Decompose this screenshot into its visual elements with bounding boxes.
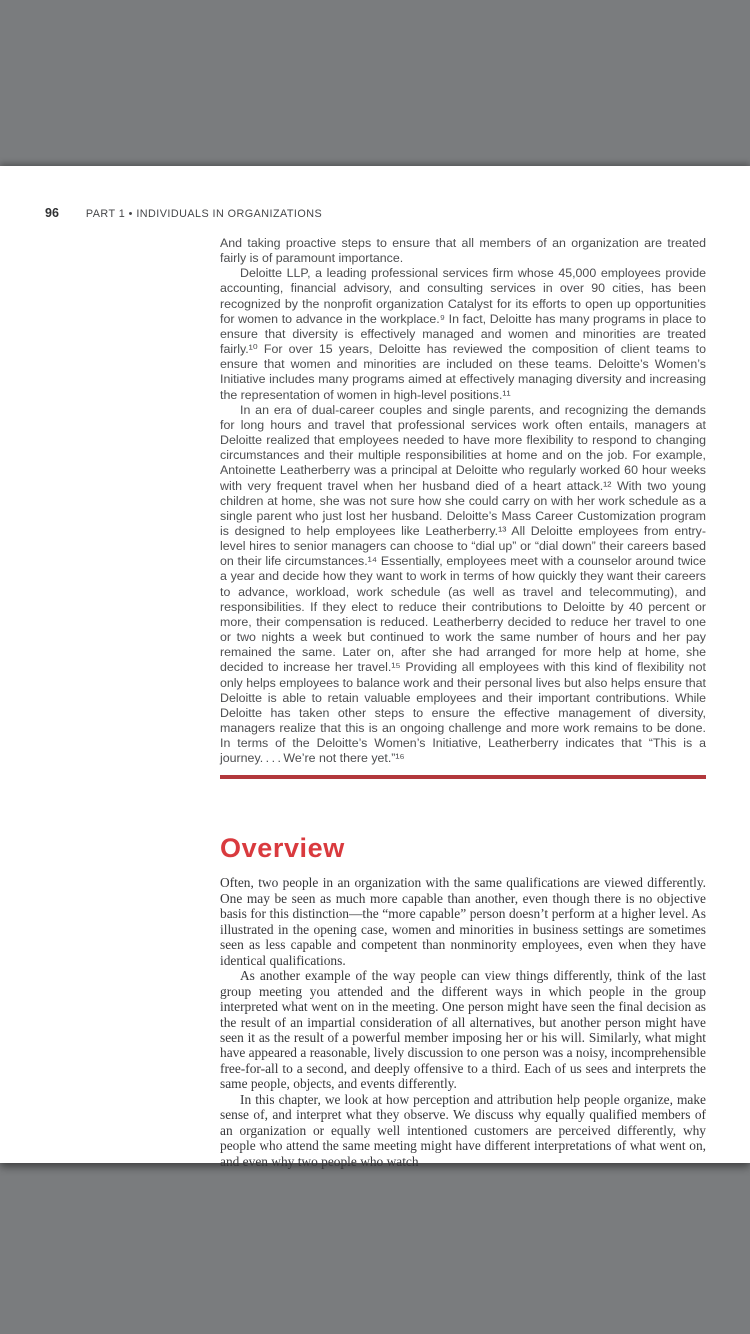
running-head: PART 1 • INDIVIDUALS IN ORGANIZATIONS <box>85 208 323 220</box>
overview-paragraph: In this chapter, we look at how perception and attribution help people organize, make sense of, and interpret what they observe. We discuss why equally qualified members of an organization or equally well intentioned customers are perceived differently, why people who attend the same meeting might have different interpretations of what went on, and even why two people who watch <box>220 1091 706 1169</box>
overview-paragraph: Often, two people in an organization with the same qualifications are viewed differently. One may be seen as much more capable than another, even though there is no objective basis for this distinction—the “more capable” person doesn’t perform at a higher level. As illustrated in the opening case, women and minorities in business settings are sometimes seen as less capable and competent than nonminority employees, even when they have identical qualifications. <box>220 875 706 968</box>
overview-section-heading: Overview <box>220 833 345 864</box>
overview-text <box>220 875 706 1169</box>
book-page <box>0 166 750 1169</box>
overview-paragraph: As another example of the way people can view things differently, think of the last group meeting you attended and the different ways in which people in the group interpreted what went on in the meeting. One person might have seen the final decision as the result of an impartial consideration of all alternatives, but another person might have seen it as the result of a powerful member imposing her or his will. Similarly, what might have appeared a reasonable, lively discussion to one person was a noisy, incomprehensible free-for-all to a second, and deeply offensive to a third. Each of us sees and interprets the same people, objects, and events differently. <box>220 968 706 1092</box>
case-paragraph: Deloitte LLP, a leading professional services firm whose 45,000 employees provide accounting, financial advisory, and consulting services in over 90 cities, has been recognized by the nonprofit organization Catalyst for its efforts to open up opportunities for women to advance in the workplace.⁹ In fact, Deloitte has many programs in place to ensure that diversity is effectively managed and women and minorities are treated fairly.¹⁰ For over 15 years, Deloitte has reviewed the composition of client teams to ensure that women and minorities are included on these teams. Deloitte’s Women’s Initiative includes many programs aimed at effectively managing diversity and increasing the representation of women in high-level positions.¹¹ <box>220 266 706 402</box>
text-column <box>220 236 706 1169</box>
case-study-text <box>220 236 706 766</box>
page-number: 96 <box>45 206 59 220</box>
case-paragraph: In an era of dual-career couples and single parents, and recognizing the demands for long hours and travel that professional services work often entails, managers at Deloitte realized that employees needed to have more flexibility to respond to changing circumstances and their multiple responsibilities at home and on the job. For example, Antoinette Leatherberry was a principal at Deloitte who regularly worked 60 hour weeks with very frequent travel when her husband died of a heart attack.¹² With two young children at home, she was not sure how she could carry on with her work schedule as a single parent who just lost her husband. Deloitte’s Mass Career Customization program is designed to help employees like Leatherberry.¹³ All Deloitte employees from entry-level hires to senior managers can choose to “dial up” or “dial down” their careers based on their life circumstances.¹⁴ Essentially, employees meet with a counselor around twice a year and decide how they want to work in terms of how quickly they want their careers to advance, workload, work schedule (as well as travel and telecommuting), and responsibilities. If they elect to reduce their contributions to Deloitte by 40 percent or more, their compensation is reduced. Leatherberry decided to reduce her travel to one or two nights a week but continued to work the same number of hours and her pay remained the same. Later on, after she had arranged for more help at home, she decided to increase her travel.¹⁵ Providing all employees with this kind of flexibility not only helps employees to balance work and their personal lives but also helps ensure that Deloitte is able to retain valuable employees and their important contributions. While Deloitte has taken other steps to ensure the effective management of diversity, managers realize that this is an ongoing challenge and more work remains to be done. In terms of the Deloitte’s Women’s Initiative, Leatherberry indicates that “This is a journey. . . . We’re not there yet.”¹⁶ <box>220 402 706 766</box>
page-header <box>45 206 322 220</box>
case-paragraph: And taking proactive steps to ensure that all members of an organization are treated fairly is of paramount importance. <box>220 236 706 266</box>
section-divider-rule <box>220 775 706 779</box>
